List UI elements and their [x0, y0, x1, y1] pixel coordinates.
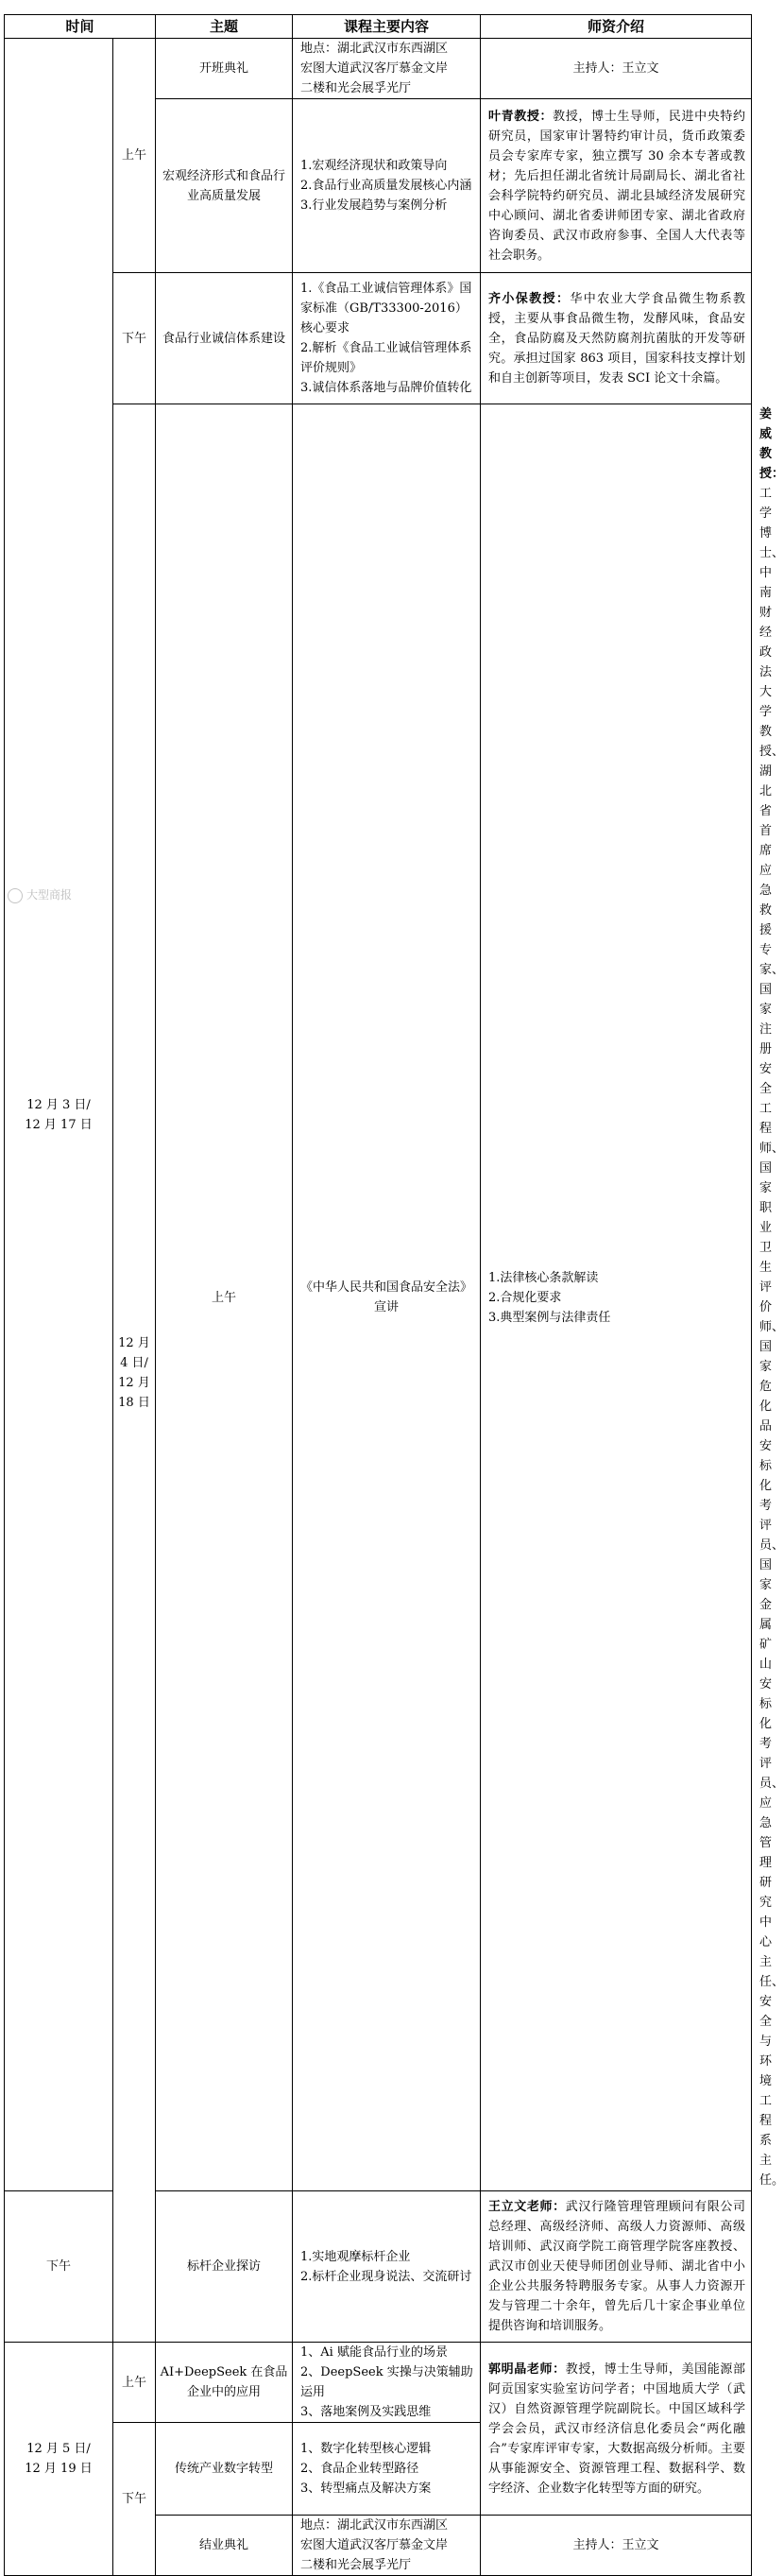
teacher-desc: 教授，博士生导师，美国能源部阿贡国家实验室访问学者；中国地质大学（武汉）自然资源管理学院副院长。中国区域科学学会会员，武汉市经济信息化委员会“两化融合”专家库评审专家，大数据高级分析师。主要从事能源安全、资源管理工程、数据科学、数字经济、企业数字化转型等方面的研究。 [488, 2361, 746, 2496]
header-content: 课程主要内容 [293, 15, 481, 39]
teacher-desc: 工学博士、中南财经政法大学教授、湖北省首席应急救援专家、国家注册安全工程师、国家职业卫生评价师、国家危化品安标化考评员、国家金属矿山安标化考评员、应急管理研究中心主任、安全与环境工程系主任。 [759, 487, 784, 2188]
teacher-name: 姜威教授： [759, 407, 784, 481]
teacher-cell [481, 2191, 752, 2343]
host-closing: 主持人：王立文 [481, 2516, 752, 2576]
period-morning-day1: 上午 [113, 39, 156, 273]
watermark-logo-icon [8, 888, 23, 903]
table-row [5, 404, 752, 2191]
header-row [5, 15, 752, 39]
teacher-name: 王立文老师： [488, 2200, 566, 2214]
watermark-text: 大型商报 [26, 888, 73, 902]
host-opening: 主持人：王立文 [481, 39, 752, 99]
date-cell-day3: 12 月 5 日/ 12 月 19 日 [5, 2343, 113, 2576]
content-cell: 1、数字化转型核心逻辑 2、食品企业转型路径 3、转型痛点及解决方案 [293, 2423, 481, 2516]
period-afternoon-day2: 下午 [5, 2191, 113, 2343]
header-time: 时间 [5, 15, 156, 39]
teacher-name: 叶青教授： [488, 109, 554, 124]
topic-cell: 传统产业数字转型 [156, 2423, 293, 2516]
teacher-desc: 教授，博士生导师，民进中央特约研究员，国家审计署特约审计员，货币政策委员会专家库专家，独立撰写 30 余本专著或教材；先后担任湖北省统计局副局长、湖北省社会科学院特约研究员、湖北县域经济发展研究中心顾问、湖北省委讲师团专家、湖北省政府咨询委员、武汉市政府参事、全国人大代表等社会职务。 [488, 109, 746, 263]
teacher-cell [481, 99, 752, 273]
teacher-name: 齐小保教授： [488, 291, 571, 306]
topic-cell: AI+DeepSeek 在食品企业中的应用 [156, 2343, 293, 2423]
table-row [5, 2343, 752, 2423]
watermark [8, 886, 72, 903]
topic-cell: 食品行业诚信体系建设 [156, 273, 293, 404]
topic-closing: 结业典礼 [156, 2516, 293, 2576]
topic-cell: 《中华人民共和国食品安全法》宣讲 [293, 404, 481, 2191]
content-cell: 1.《食品工业诚信管理体系》国家标准（GB/T33300-2016）核心要求 2.解析《食品工业诚信管理体系评价规则》 3.诚信体系落地与品牌价值转化 [293, 273, 481, 404]
teacher-cell [481, 273, 752, 404]
topic-cell: 宏观经济形式和食品行业高质量发展 [156, 99, 293, 273]
course-schedule-table [4, 14, 784, 2576]
date-cell-day1: 12 月 3 日/ 12 月 17 日 [5, 39, 113, 2191]
period-morning-day2: 上午 [156, 404, 293, 2191]
header-topic: 主题 [156, 15, 293, 39]
period-afternoon-day3: 下午 [113, 2423, 156, 2576]
teacher-desc: 华中农业大学食品微生物系教授，主要从事食品微生物，发酵风味，食品安全，食品防腐及天然防腐剂抗菌肽的开发等研究。承担过国家 863 项目，国家科技支撑计划和自主创新等项目，发表 SCI 论文十余篇。 [488, 291, 746, 386]
content-cell: 1.宏观经济现状和政策导向 2.食品行业高质量发展核心内涵 3.行业发展趋势与案例分析 [293, 99, 481, 273]
teacher-cell [481, 2343, 752, 2516]
content-cell: 1.实地观摩标杆企业 2.标杆企业现身说法、交流研讨 [293, 2191, 481, 2343]
content-closing: 地点：湖北武汉市东西湖区 宏图大道武汉客厅慕金文岸 二楼和光会展孚光厅 [293, 2516, 481, 2576]
period-morning-day3: 上午 [113, 2343, 156, 2423]
table-row [5, 273, 752, 404]
teacher-name: 郭明晶老师： [488, 2361, 566, 2377]
content-cell: 1.法律核心条款解读 2.合规化要求 3.典型案例与法律责任 [481, 404, 752, 2191]
topic-opening: 开班典礼 [156, 39, 293, 99]
header-teacher: 师资介绍 [481, 15, 752, 39]
table-row [5, 39, 752, 99]
topic-cell: 标杆企业探访 [156, 2191, 293, 2343]
content-cell: 1、Ai 赋能食品行业的场景 2、DeepSeek 实操与决策辅助运用 3、落地案例及实践思维 [293, 2343, 481, 2423]
content-opening: 地点：湖北武汉市东西湖区 宏图大道武汉客厅慕金文岸 二楼和光会展孚光厅 [293, 39, 481, 99]
teacher-desc: 武汉行隆管理管理顾问有限公司总经理、高级经济师、高级人力资源师、高级培训师、武汉商学院工商管理学院客座教授、武汉市创业天使导师团创业导师、湖北省中小企业公共服务特聘服务专家。从事人力资源开发与管理二十余年，曾先后几十家企事业单位提供咨询和培训服务。 [488, 2200, 746, 2333]
period-afternoon-day1: 下午 [113, 273, 156, 404]
date-cell-day2: 12 月 4 日/ 12 月 18 日 [113, 404, 156, 2343]
